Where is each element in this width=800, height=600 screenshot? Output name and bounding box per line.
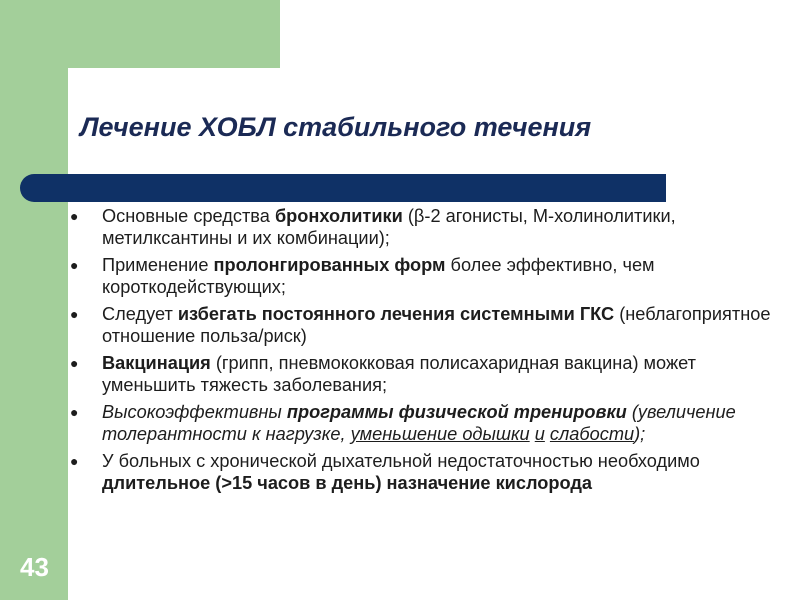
green-frame-left [0, 0, 68, 600]
bullet-bold-text: бронхолитики [274, 206, 403, 226]
bullet-dot-icon: ● [70, 208, 79, 224]
bullet-underlined-text: и [534, 424, 545, 444]
bullet-text: (грипп, пневмококковая полисахаридная вакцина) может уменьшить тяжесть заболевания; [102, 353, 696, 395]
bullet-dot-icon: ● [70, 404, 79, 420]
bullet-list [70, 205, 785, 499]
bullet-text: У больных с хронической дыхательной недостаточностью необходимо [102, 451, 700, 471]
bullet-text: более эффективно, чем короткодействующих; [102, 255, 655, 297]
bullet-text: Следует [102, 304, 178, 324]
bullet-text: Применение [102, 255, 214, 275]
bullet-dot-icon: ● [70, 355, 79, 371]
bullet-dot-icon: ● [70, 453, 79, 469]
slide-number: 43 [20, 552, 49, 582]
bullet-text: (неблагоприятное отношение польза/риск) [102, 304, 771, 346]
bullet-underlined-text: уменьшение одышки [350, 424, 530, 444]
bullet-bold-text: Вакцинация [102, 353, 211, 373]
title-underline-bar [20, 174, 666, 202]
bullet-text: (увеличение толерантности к нагрузке, [102, 402, 736, 444]
bullet-underlined-text: слабости [549, 424, 635, 444]
green-frame-top [0, 0, 280, 68]
bullet-text: Высокоэффективны [102, 402, 287, 422]
bullet-item-avoid-systemic-gcs [70, 303, 785, 347]
bullet-dot-icon: ● [70, 257, 79, 273]
bullet-text: ); [634, 424, 646, 444]
bullet-dot-icon: ● [70, 306, 79, 322]
bullet-item-vaccination [70, 352, 785, 396]
bullet-item-oxygen-therapy [70, 450, 785, 494]
bullet-item-bronchodilators [70, 205, 785, 249]
slide-title: Лечение ХОБЛ стабильного течения [80, 112, 592, 142]
bullet-bold-text: избегать постоянного лечения системными ГКС [177, 304, 615, 324]
bullet-bold-text: длительное (>15 часов в день) назначение кислорода [102, 473, 593, 493]
bullet-bold-text: пролонгированных форм [213, 255, 446, 275]
bullet-text: Основные средства [102, 206, 275, 226]
bullet-text: (β-2 агонисты, М-холинолитики, метилксантины и их комбинации); [102, 206, 676, 248]
bullet-bold-text: программы физической тренировки [286, 402, 627, 422]
bullet-item-physical-training [70, 401, 785, 445]
bullet-item-prolonged-forms [70, 254, 785, 298]
